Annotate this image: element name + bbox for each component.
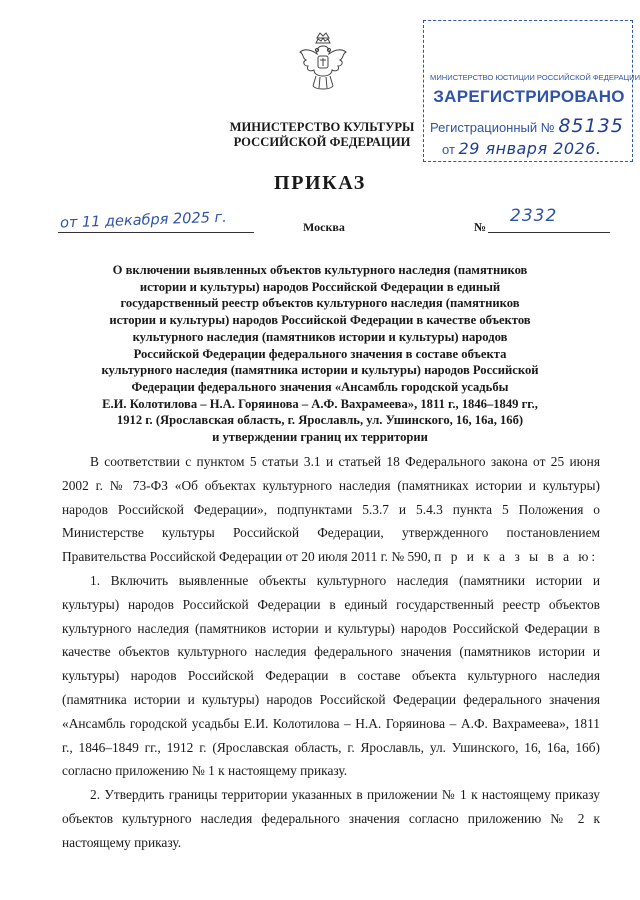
heading-line: О включении выявленных объектов культурного наследия (памятников: [112, 263, 528, 277]
heading-line: государственный реестр объектов культурного наследия (памятников: [120, 296, 520, 311]
coat-of-arms-icon: [296, 30, 350, 96]
order-word: п р и к а з ы в а ю:: [434, 549, 599, 565]
stamp-registration-line: [430, 115, 624, 137]
heading-line: истории и культуры) народов Российской Федерации в единый: [139, 279, 501, 294]
ministry-name: [222, 120, 422, 150]
stamp-reg-label: Регистрационный №: [430, 120, 555, 135]
order-city: Москва: [303, 220, 345, 234]
item-2-paragraph: 2. Утвердить границы территории указанных в приложении № 1 к настоящему приказу объектов культурного наследия федерального значения согласно приложению № 2 к настоящему приказу.: [62, 787, 600, 850]
heading-line: культурного наследия (памятников истории и культуры) народов: [132, 329, 508, 344]
number-underline: [488, 232, 610, 233]
preamble-text: В соответствии с пунктом 5 статьи 3.1 и статьей 18 Федерального закона от 25 июня 2002 г. № 73-ФЗ «Об объектах культурного наследия (памятниках истории и культуры) народов Российской Федерации», подпунктами 5.3.7 и 5.4.3 пункта 5 Положения о Министерстве культуры Российской Федерации, утвержденного постановлением Правительства Российской Федерации от 20 июля 2011 г. № 590,: [62, 454, 600, 565]
order-heading: [62, 262, 578, 446]
heading-line: и утверждении границ их территории: [212, 430, 428, 445]
heading-line: истории и культуры) народов Российской Федерации в качестве объектов: [109, 313, 531, 328]
item-1-paragraph: 1. Включить выявленные объекты культурного наследия (памятники истории и культуры) народов Российской Федерации в единый государственный реестр объектов культурного наследия (памятников истории и культуры) народов Российской Федерации в качестве объектов культурного наследия федерального значения (памятников истории и культуры) народов Российской Федерации в составе объекта культурного наследия (памятника истории и культуры) народов Российской Федерации федерального значения «Ансамбль городской усадьбы Е.И. Колотилова – Н.А. Горяинова – А.Ф. Вахрамеева», 1811 г., 1846–1849 гг., 1912 г. (Ярославская область, г. Ярославль, ул. Ушинского, 16, 16а, 16б) согласно приложению № 1 к настоящему приказу.: [62, 572, 600, 779]
stamp-date-value: 29 января 2026.: [458, 139, 602, 158]
heading-line: культурного наследия (памятника истории и культуры) народов Российской: [101, 363, 539, 378]
stamp-date-label: от: [442, 142, 455, 157]
document-title: ПРИКАЗ: [274, 172, 366, 194]
stamp-date-line: [442, 139, 601, 158]
preamble-paragraph: [62, 450, 600, 569]
date-underline: [58, 232, 254, 233]
order-date: от 11 декабря 2025 г.: [59, 209, 228, 232]
stamp-reg-number: 85135: [558, 115, 624, 137]
stamp-ministry: МИНИСТЕРСТВО ЮСТИЦИИ РОССИЙСКОЙ ФЕДЕРАЦИИ: [430, 73, 640, 82]
heading-line: Е.И. Колотилова – Н.А. Горяинова – А.Ф. Вахрамеева», 1811 г., 1846–1849 гг.,: [102, 396, 538, 411]
registration-stamp: [423, 20, 640, 162]
heading-line: 1912 г. (Ярославская область, г. Ярославль, ул. Ушинского, 16, 16а, 16б): [116, 413, 524, 428]
heading-line: Российской Федерации федерального значения в составе объекта: [133, 346, 507, 361]
ministry-line-1: МИНИСТЕРСТВО КУЛЬТУРЫ: [229, 120, 415, 134]
heading-line: Федерации федерального значения «Ансамбль городской усадьбы: [131, 379, 509, 394]
order-number-label: №: [474, 220, 487, 234]
ministry-line-2: РОССИЙСКОЙ ФЕДЕРАЦИИ: [233, 135, 411, 149]
order-number: 2332: [510, 206, 558, 226]
stamp-title: ЗАРЕГИСТРИРОВАНО: [433, 87, 625, 106]
order-body: [62, 450, 600, 855]
